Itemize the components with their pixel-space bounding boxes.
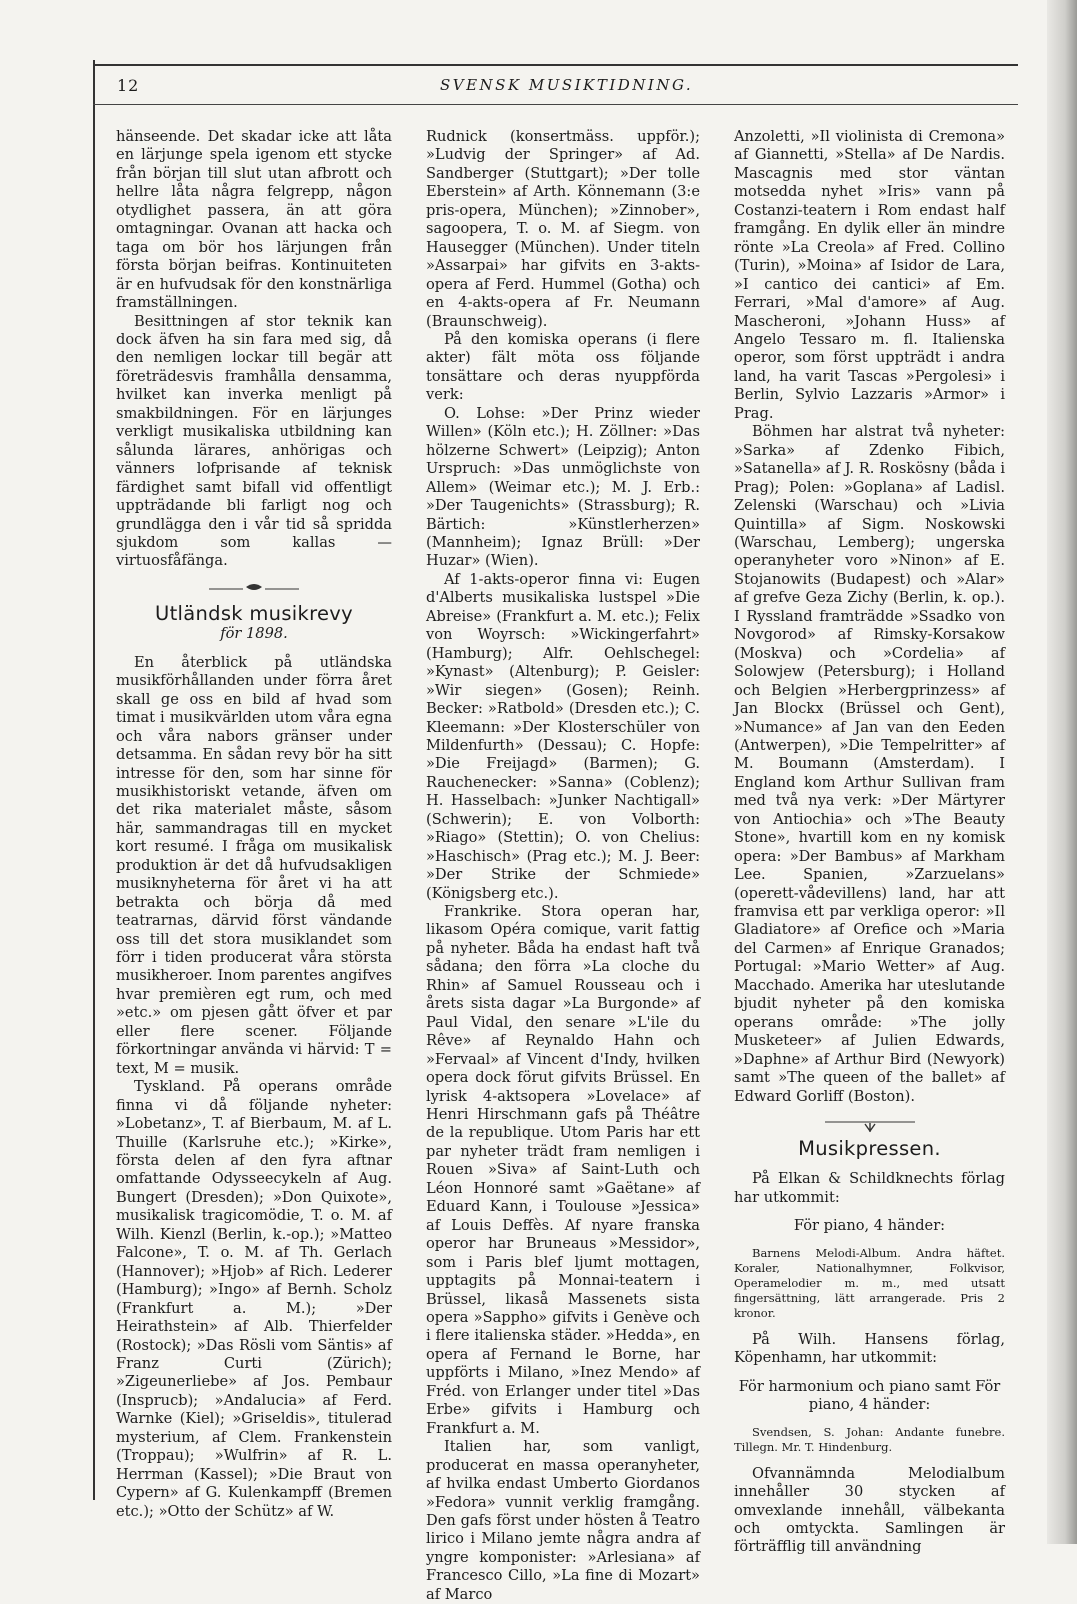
col3-paragraph-1: Anzoletti, »Il violinista di Cremona» af Giannetti, »Stella» af De Nardis. Mascagnis med stor väntan motsedda nyhet »Iris» vann på Costanzi-teatern i Rom endast half framgång. En dylik eller än mindre rönte »La Creola» af Fred. Collino (Turin), »Moina» af Isidor de Lara, »I cantico dei cantici» af Em. Ferrari, »Mal d'amore» af Aug. Mascheroni, »Johann Huss» af Angelo Tessaro m. fl. Italienska operor, som först uppträdt i andra land, ha varit Tascas »Pergolesi» i Berlin, Sylvio Lazzaris »Armor» i Prag. xyxy=(734,128,1005,422)
section-title-utlandsk: Utländsk musikrevy xyxy=(155,601,353,625)
col3-paragraph-3: På Elkan & Schildknechts förlag har utkommit: xyxy=(734,1170,1005,1206)
section-title-musikpressen: Musikpressen. xyxy=(798,1137,941,1161)
col2-paragraph-6: Italien har, som vanligt, producerat en massa operanyheter, af hvilka endast Umberto Giordanos »Fedora» vunnit verklig framgång. Den gafs först under hösten å Teatro lirico i Milano jemte några andra af yngre komponister: »Arlesiana» af Francesco Cillo, »La fine di Mozart» af Marco xyxy=(426,1438,700,1603)
col1-paragraph-1: hänseende. Det skadar icke att låta en lärjunge spela igenom ett stycke från början till slut utan afbrott och hellre låta några felgrepp, någon otydlighet passera, än att göra omtagningar. Ovanan att hacka och taga om bör hos lärjungen från första början beifras. Kontinuiteten är en hufvudsak för den konstnärliga framställningen. xyxy=(116,128,392,312)
col3-paragraph-6: På Wilh. Hansens förlag, Köpenhamn, har utkommit: xyxy=(734,1330,1005,1367)
ornament-divider-icon xyxy=(825,1114,915,1134)
col1-paragraph-3: En återblick på utländska musikförhållanden under förra året skall ge oss en bild af hvad som timat i musikvärlden utom våra egna och våra nabors gränser under detsamma. En sådan revy bör ha sitt intresse för den, som har sinne för musikhistoriskt vetande, äfven om det rika materialet måste, såsom här, sammandragas till en mycket kort resumé. I fråga om musikalisk produktion är det då hufvudsakligen musiknyheterna för året vi ha att betrakta och börja då med teatrarnas, därvid först vändande oss till det stora musiklandet som förr i tiden producerat våra största musikheroer. Inom parentes angifves hvar premièren egt rum, och med »etc.» om pjesen gått öfver et par eller flere scener. Följande förkortningar använda vi härvid: T = text, M = musik. xyxy=(116,653,392,1077)
col2-paragraph-2: På den komiska operans (i flere akter) fält möta oss följande tonsättare och deras nyuppförda verk: xyxy=(426,330,700,404)
column-2 xyxy=(426,128,700,1604)
col2-paragraph-1: Rudnick (konsertmäss. uppför.); »Ludvig der Springer» af Ad. Sandberger (Stuttgart); »Der tolle Eberstein» af Arth. Könnemann (3:e pris-opera, München); »Zinnober», sagoopera, T. o. M. af Siegm. von Hausegger (München). Under titeln »Assarpai» har gifvits en 3-akts-opera af Ferd. Hummel (Gotha) och en 4-akts-opera af Fr. Neumann (Braunschweig). xyxy=(426,128,700,330)
scan-edge xyxy=(1047,0,1077,1544)
col3-paragraph-2: Böhmen har alstrat två nyheter: »Sarka» af Zdenko Fibich, »Satanella» af J. R. Roskösny (båda i Prag); Polen: »Goplana» af Ladisl. Zelenski (Warschau) och »Livia Quintilla» af Sigm. Noskowski (Warschau, Lemberg); ungerska operanyheter voro »Ninon» af E. Stojanowits (Budapest) och »Alar» af grefve Geza Zichy (Berlin, k. op.). I Ryssland framträdde »Ssadko von Novgorod» af Rimsky-Korsakow (Moskva) och »Cordelia» af Solowjew (Petersburg); i Holland och Belgien »Herbergprinzess» af Jan Blockx (Brüssel och Gent), »Numance» af Jan van den Eeden (Antwerpen), »Die Tempelritter» af M. Boumann (Amsterdam). I England kom Arthur Sullivan fram med två nya verk: »Der Märtyrer von Antiochia» och »The Beauty Stone», hvartill kom en ny komisk opera: »Der Bambus» af Markham Lee. Spanien, »Zarzuelans» (operett-vådevillens) land, har att framvisa ett par verkliga operor: »Il Gladiatore» af Orefice och »Maria del Carmen» af Enrique Granados; Portugal: »Mario Wetter» af Aug. Macchado. Amerika har uteslutande bjudit nyheter på den komiska operans område: »The jolly Musketeer» af Julien Edwards, »Daphne» af Arthur Bird (Newyork) samt »The queen of the ballet» af Edward Gorliff (Boston). xyxy=(734,423,1005,1105)
header-rule-top xyxy=(93,64,1018,66)
col1-paragraph-4: Tyskland. På operans område finna vi då följande nyheter: »Lobetanz», T. af Bierbaum, M. af L. Thuille (Karlsruhe etc.); »Kirke», första delen af den fyra aftnar omfattande Odysseecykeln af Aug. Bungert (Dresden); »Don Quixote», musikalisk tragicomödie, T. o. M. af Wilh. Kienzl (Berlin, k.-op.); »Matteo Falcone», T. o. M. af Th. Gerlach (Hannover); »Hjob» af Rich. Lederer (Hamburg); »Ingo» af Bernh. Scholz (Frankfurt a. M.); »Der Heirathstein» af Alb. Thierfelder (Rostock); »Das Rösli vom Säntis» af Franz Curti (Zürich); »Zigeunerliebe» af Jos. Pembaur (Insprucb); »Andalucia» af Ferd. Warnke (Kiel); »Griseldis», titulerad mysterium, af Clem. Frankenstein (Troppau); »Wulfrin» af R. L. Herrman (Kassel); »Die Braut von Cypern» af G. Kulenkampff (Bremen etc.); »Otto der Schütz» af W. xyxy=(116,1078,392,1520)
section-subtitle-year: för 1898. xyxy=(220,625,288,643)
col3-paragraph-7: För harmonium och piano samt För piano, 4 händer: xyxy=(738,1377,1001,1414)
header-rule-bottom xyxy=(93,104,1018,105)
col1-paragraph-2: Besittningen af stor teknik kan dock äfven ha sin fara med sig, då den nemligen lockar till begär att företrädesvis framhålla densamma, hvilket kan inverka menligt på smakbildningen. För en lärjunges verkligt musikaliska utbildning kan sålunda lärares, anhörigas och vänners lofprisande af teknisk färdighet samt bifall vid offentligt uppträdande bli farligt nog och grundlägga den i vår tid så spridda sjukdom som kallas — virtuosfåfänga. xyxy=(116,312,392,570)
column-3 xyxy=(734,128,1005,1557)
column-1 xyxy=(116,128,392,1521)
running-title: SVENSK MUSIKTIDNING. xyxy=(440,76,694,94)
col2-paragraph-3: O. Lohse: »Der Prinz wieder Willen» (Köln etc.); H. Zöllner: »Das hölzerne Schwert» (Leipzig); Anton Urspruch: »Das unmöglichste von Allem» (Weimar etc.); M. J. Erb.: »Der Taugenichts» (Strassburg); R. Bärtich: »Künstlerherzen» (Mannheim); Ignaz Brüll: »Der Huzar» (Wien). xyxy=(426,404,700,570)
ornament-divider-icon xyxy=(209,579,299,599)
col2-paragraph-5: Frankrike. Stora operan har, likasom Opéra comique, varit fattig på nyheter. Båda ha endast haft två sådana; den förra »La cloche du Rhin» af Samuel Rousseau och i årets sista dagar »La Burgonde» af Paul Vidal, den senare »L'ile du Rêve» af Reynaldo Hahn och »Fervaal» af Vincent d'Indy, hvilken opera dock förut gifvits Brüssel. En lyrisk 4-aktsopera »Lovelace» af Henri Hirschmann gafs på Théâtre de la republique. Utom Paris har ett par nyheter trädt fram nemligen i Rouen »Siva» af Saint-Luth och Léon Honnoré samt »Gaëtane» af Eduard Kann, i Toulouse »Jessica» af Louis Deffès. Af nyare franska operor har Bruneaus »Messidor», som i Paris blef ljumt mottagen, upptagits på Monnai-teatern i Brüssel, likaså Massenets sista opera »Sappho» gifvits i Genève och i flere italienska städer. »Hedda», en opera af Fernand le Borne, har uppförts i Milano, »Inez Mendo» af Fréd. von Erlanger under titel »Das Erbe» gifvits i Hamburg och Frankfurt a. M. xyxy=(426,903,700,1437)
col2-paragraph-4: Af 1-akts-operor finna vi: Eugen d'Alberts musikaliska lustspel »Die Abreise» (Frankfurt a. M. etc.); Felix von Woyrsch: »Wickingerfahrt» (Hamburg); Alfr. Oehlschegel: »Kynast» (Altenburg); P. Geisler: »Wir siegen» (Gosen); Reinh. Becker: »Ratbold» (Dresden etc.); C. Kleemann: »Der Klosterschüler von Mildenfurth» (Dessau); C. Hopfe: »Die Freijagd» (Barmen); G. Rauchenecker: »Sanna» (Coblenz); H. Hasselbach: »Junker Nachtigall» (Schwerin); E. von Volborth: »Riago» (Stettin); O. von Chelius: »Haschisch» (Prag etc.); M. J. Beer: »Der Strike der Schmiede» (Königsberg etc.). xyxy=(426,570,700,902)
col3-paragraph-9: Ofvannämnda Melodialbum innehåller 30 stycken af omvexlande innehåll, välbekanta och omtyckta. Samlingen är förträfflig till användning xyxy=(734,1464,1005,1556)
col3-paragraph-5: Barnens Melodi-Album. Andra häftet. Koraler, Nationalhymner, Folkvisor, Operamelodier m. m., med utsatt fingersättning, lätt arrangerade. Pris 2 kronor. xyxy=(734,1245,1005,1320)
col3-paragraph-4: För piano, 4 händer: xyxy=(793,1217,946,1235)
page-number: 12 xyxy=(117,76,140,95)
col3-paragraph-8: Svendsen, S. Johan: Andante funebre. Tillegn. Mr. T. Hindenburg. xyxy=(734,1424,1005,1454)
